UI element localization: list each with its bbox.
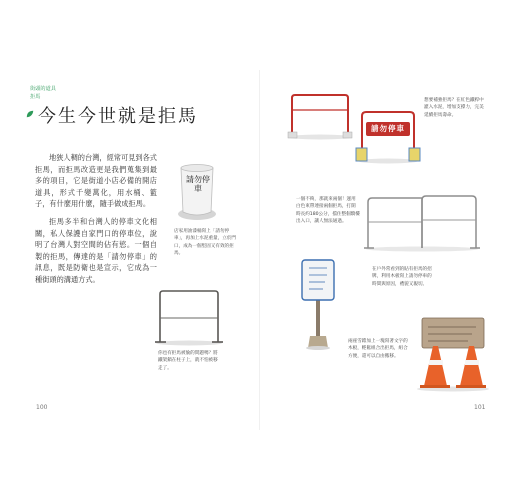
page-title: 今生今世就是拒馬 bbox=[38, 106, 198, 127]
rack-photo bbox=[154, 288, 224, 346]
body-text bbox=[35, 152, 157, 292]
sign-post-photo bbox=[300, 258, 336, 350]
red-sign-barrier-photo bbox=[354, 108, 422, 164]
paragraph: 拒馬多半和台灣人的停車文化相關，私人保護自家門口的停車位，說明了台灣人對空間的佔有慾。一個自製的拒馬，傳達的是「請勿停車」的訊息，既是防衛也是宣示，它成為一種街頭的溝通方式。 bbox=[35, 216, 157, 284]
caption-sign: 在戶外常看到的貼有拒馬的招牌，利用木板寫上請勿停車的時間與原因，禮貌又親切。 bbox=[372, 267, 432, 287]
fence-photo bbox=[364, 192, 480, 252]
red-barrier-photo bbox=[286, 92, 354, 140]
section-label: 街頭的道具 bbox=[30, 86, 56, 92]
caption-rack: 你也有拒馬被偷的問題嗎？將鐵架鎖在柱子上，就不怕被移走了。 bbox=[158, 351, 218, 371]
caption-fence: 一個不夠，那就來兩個！運用白色束帶連接兩個拒馬，打開時長約180公分，擋住整個騎樓出入口，讓人無法通過。 bbox=[296, 197, 360, 225]
bucket-photo bbox=[176, 162, 218, 222]
paragraph: 地狹人稠的台灣，經常可見到各式拒馬，而拒馬改造更是我們蒐集到最多的項目，它是街道小店必備的開店道具，形式千變萬化，用水桶、籃子，有什麼用什麼，隨手做成拒馬。 bbox=[35, 153, 157, 209]
spine bbox=[259, 70, 260, 430]
bucket-text: 請勿停車 bbox=[186, 175, 210, 193]
caption-red-barrier: 想要補強拒馬？在紅色鐵桿中灌入水泥，增加支撐力，完美延續拒馬壽命。 bbox=[424, 98, 484, 118]
page-number-left: 100 bbox=[36, 404, 48, 411]
section-sublabel: 拒馬 bbox=[30, 94, 41, 100]
caption-cones: 兩座雪錐加上一塊寫著文字的木板，輕鬆組合出拒馬，組合方便，還可以自由搬移。 bbox=[348, 339, 408, 359]
cones-photo bbox=[414, 314, 492, 392]
page-number-right: 101 bbox=[474, 404, 486, 411]
red-sign-text: 請勿停車 bbox=[371, 124, 405, 133]
caption-bucket: 店家用油漆桶寫上「請勿停車」，再加上水泥重量，立於門口，成為一個堅固又有效的拒馬。 bbox=[174, 229, 237, 257]
leaf-icon bbox=[26, 110, 34, 118]
